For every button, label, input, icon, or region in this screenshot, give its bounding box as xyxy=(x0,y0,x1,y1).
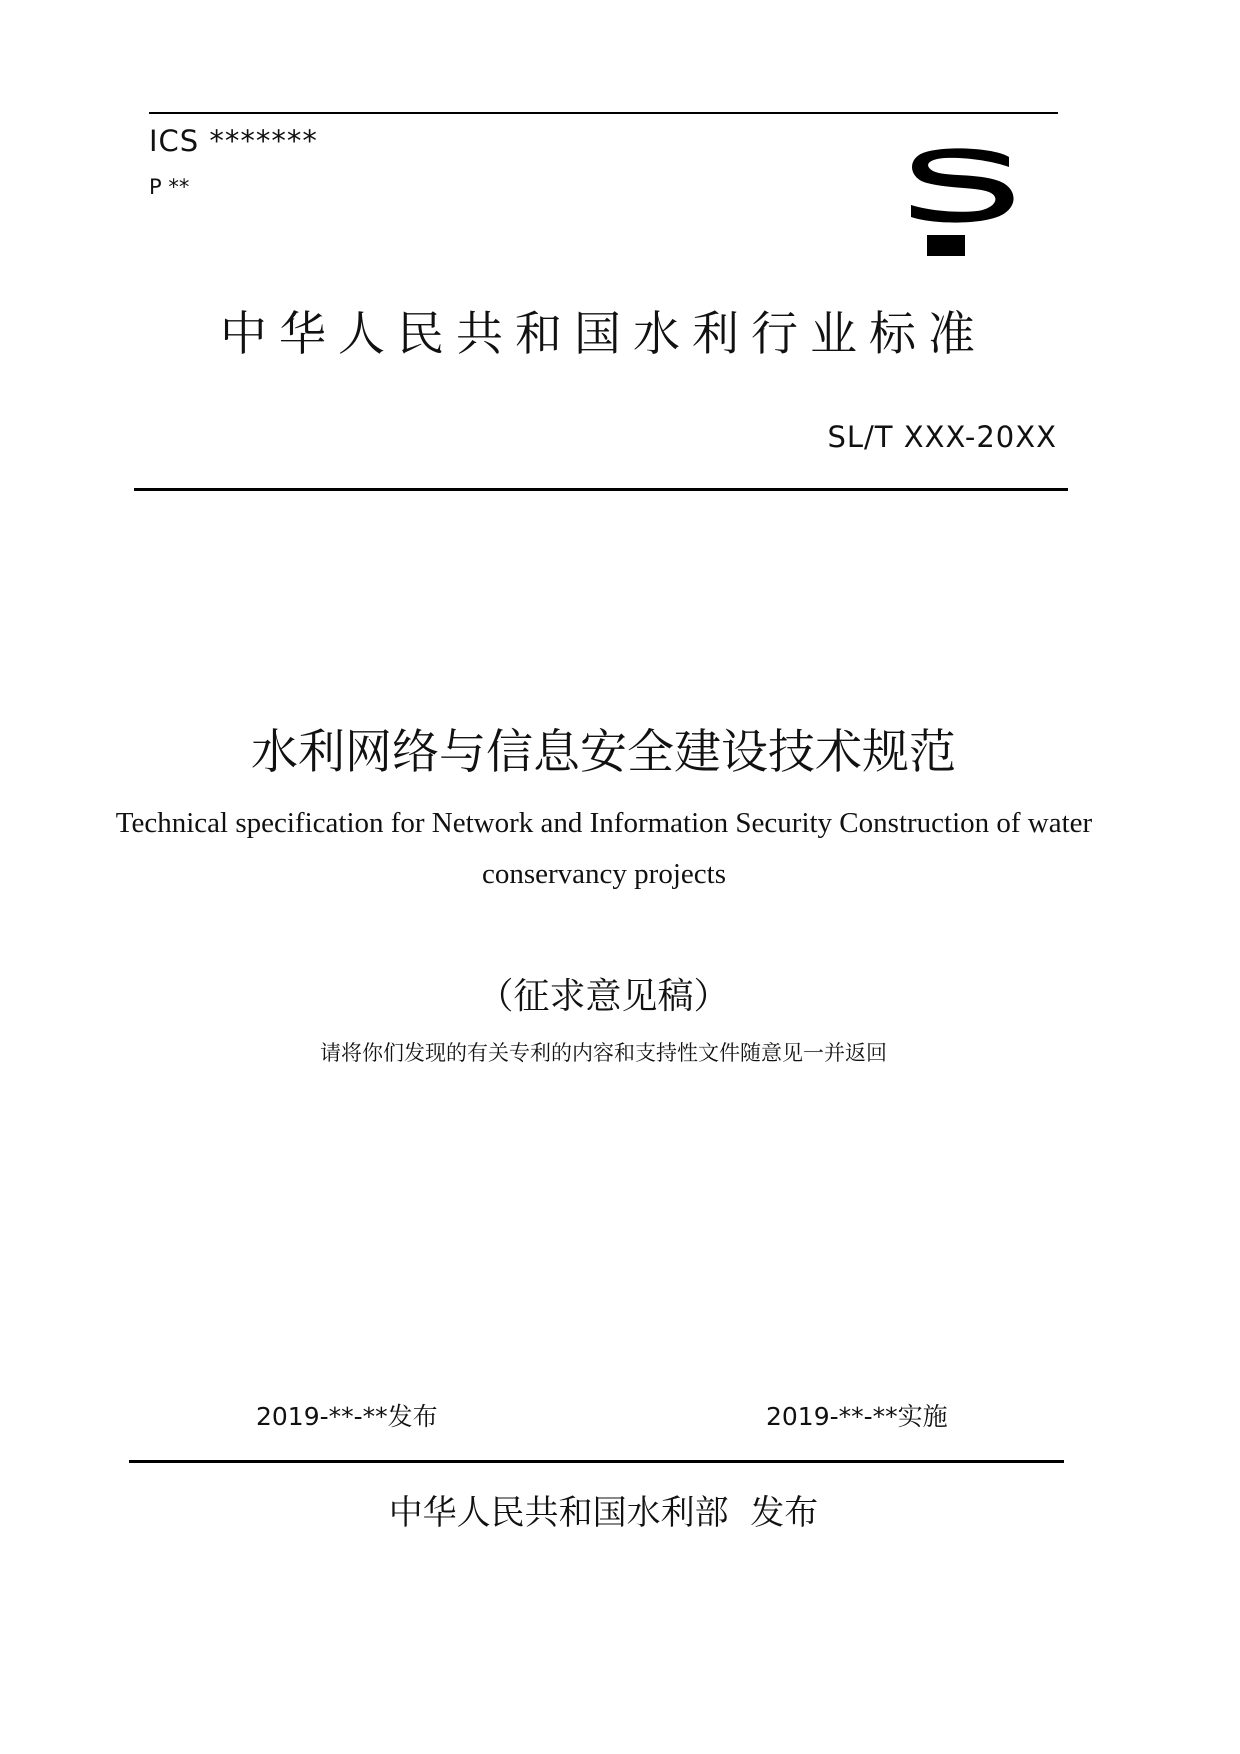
category-code: P ** xyxy=(149,175,190,199)
feedback-note: 请将你们发现的有关专利的内容和支持性文件随意见一并返回 xyxy=(320,1041,887,1065)
draft-status: （征求意见稿） xyxy=(477,976,730,1017)
effective-date: 2019-**-**实施 xyxy=(766,1402,948,1431)
sl-standard-logo xyxy=(905,145,1020,257)
top-rule xyxy=(149,112,1058,114)
header-divider xyxy=(134,488,1068,491)
standard-number: SL/T XXX-20XX xyxy=(827,420,1057,454)
standard-authority-title: 中华人民共和国水利行业标准 xyxy=(220,307,987,362)
footer-divider xyxy=(129,1460,1064,1463)
document-title-chinese: 水利网络与信息安全建设技术规范 xyxy=(251,725,956,780)
issue-date: 2019-**-**发布 xyxy=(256,1402,438,1431)
issuing-authority: 中华人民共和国水利部 发布 xyxy=(388,1493,819,1533)
document-title-english: Technical specification for Network and Information Security Construction of water conservancy projects xyxy=(115,807,1093,890)
ics-code: ICS ******* xyxy=(149,124,318,158)
